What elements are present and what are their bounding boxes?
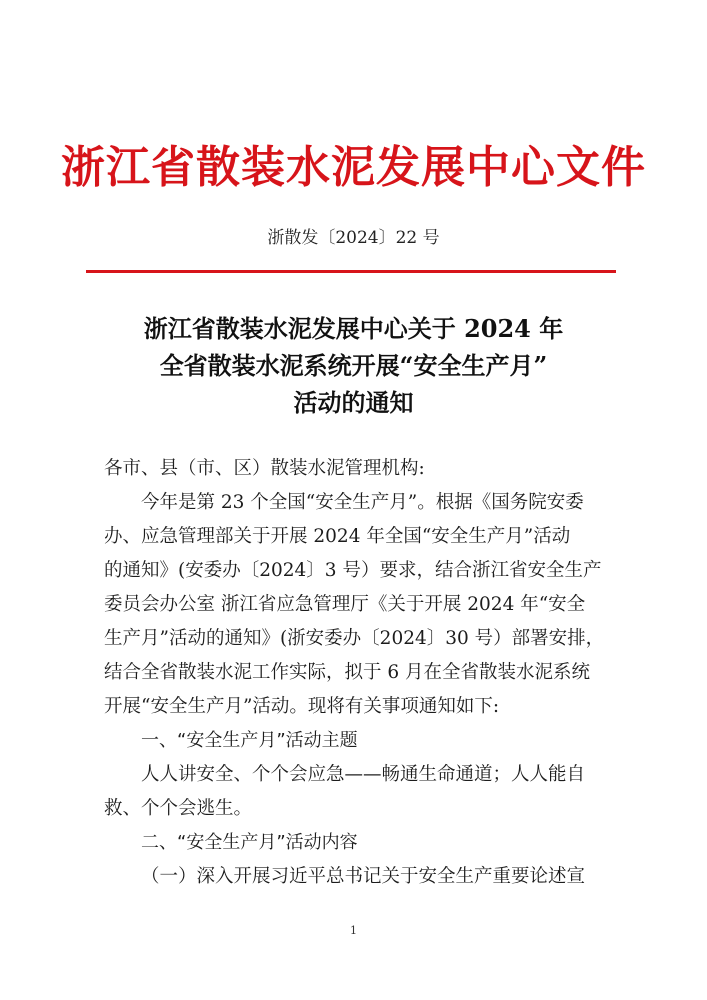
red-divider-line — [86, 270, 616, 273]
paragraph-line: 结合全省散装水泥工作实际，拟于 6 月在全省散装水泥系统 — [104, 662, 591, 683]
notice-title-line: 活动的通知 — [293, 388, 414, 417]
paragraph-line: 办、应急管理部关于开展 2024 年全国“安全生产月”活动 — [104, 526, 571, 547]
salutation: 各市、县（市、区）散装水泥管理机构: — [104, 458, 425, 479]
section-heading-theme: 一、“安全生产月”活动主题 — [141, 730, 358, 751]
paragraph-content — [104, 860, 604, 894]
paragraph-line: （一）深入开展习近平总书记关于安全生产重要论述宣 — [141, 866, 586, 887]
paragraph-line: 委员会办公室 浙江省应急管理厅《关于开展 2024 年“安全 — [104, 594, 586, 615]
notice-title — [0, 310, 707, 421]
paragraph-line: 开展“安全生产月”活动。现将有关事项通知如下: — [104, 696, 500, 717]
paragraph-line: 人人讲安全、个个会应急——畅通生命通道；人人能自 — [141, 764, 586, 785]
paragraph-intro — [104, 486, 604, 724]
document-number: 浙散发〔2024〕22 号 — [267, 228, 440, 248]
paragraph-line: 救、个个会逃生。 — [104, 798, 253, 819]
paragraph-theme — [104, 758, 604, 826]
page-number: 1 — [350, 924, 357, 937]
paragraph-line: 的通知》(安委办〔2024〕3 号）要求，结合浙江省安全生产 — [104, 560, 602, 581]
section-heading-content: 二、“安全生产月”活动内容 — [141, 832, 358, 853]
document-header-title: 浙江省散装水泥发展中心文件 — [61, 142, 646, 193]
paragraph-line: 今年是第 23 个全国“安全生产月”。根据《国务院安委 — [141, 492, 584, 513]
notice-title-line: 浙江省散装水泥发展中心关于 2024 年 — [143, 314, 564, 343]
notice-title-line: 全省散装水泥系统开展“安全生产月” — [159, 351, 548, 380]
paragraph-line: 生产月”活动的通知》(浙安委办〔2024〕30 号）部署安排， — [104, 628, 605, 649]
notice-body — [104, 452, 604, 894]
